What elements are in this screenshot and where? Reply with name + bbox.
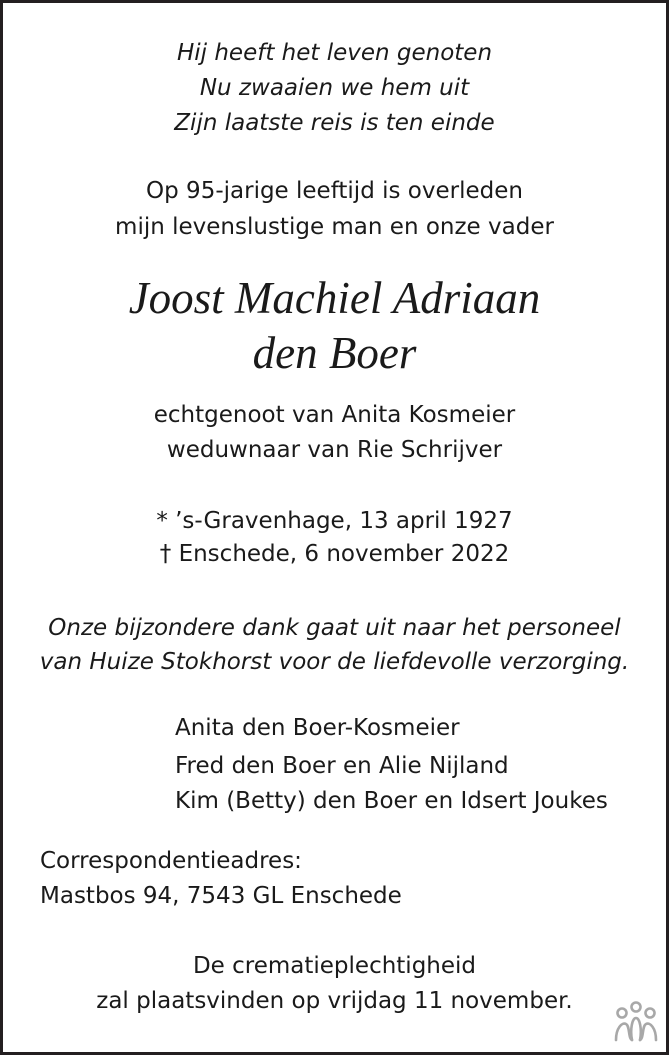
ceremony-line: zal plaatsvinden op vrijdag 11 november.	[96, 988, 573, 1014]
deceased-surname: den Boer	[252, 328, 417, 378]
poem-line: Hij heeft het leven genoten	[176, 40, 493, 66]
ceremony-line: De crematieplechtigheid	[192, 953, 477, 979]
death-line: † Enschede, 6 november 2022	[159, 541, 510, 567]
thanks-line: Onze bijzondere dank gaat uit naar het personeel	[48, 615, 621, 641]
birth-line: * ’s-Gravenhage, 13 april 1927	[156, 508, 513, 534]
relation-line: echtgenoot van Anita Kosmeier	[153, 402, 516, 428]
relation-line: weduwnaar van Rie Schrijver	[166, 437, 503, 463]
family-member: Fred den Boer en Alie Nijland	[175, 753, 509, 779]
intro-line: Op 95-jarige leeftijd is overleden	[146, 178, 523, 204]
thanks-line: van Huize Stokhorst voor de liefdevolle verzorging.	[39, 649, 630, 675]
family-member: Anita den Boer-Kosmeier	[175, 715, 460, 741]
deceased-name: Joost Machiel Adriaan	[128, 273, 541, 323]
poem-line: Zijn laatste reis is ten einde	[174, 110, 495, 136]
intro-line: mijn levenslustige man en onze vader	[115, 214, 554, 240]
poem-line: Nu zwaaien we hem uit	[199, 75, 470, 101]
people-group-icon	[612, 1000, 660, 1044]
correspondence-label: Correspondentieadres:	[40, 848, 302, 874]
family-member: Kim (Betty) den Boer en Idsert Joukes	[175, 788, 608, 814]
correspondence-address: Mastbos 94, 7543 GL Enschede	[40, 883, 402, 909]
